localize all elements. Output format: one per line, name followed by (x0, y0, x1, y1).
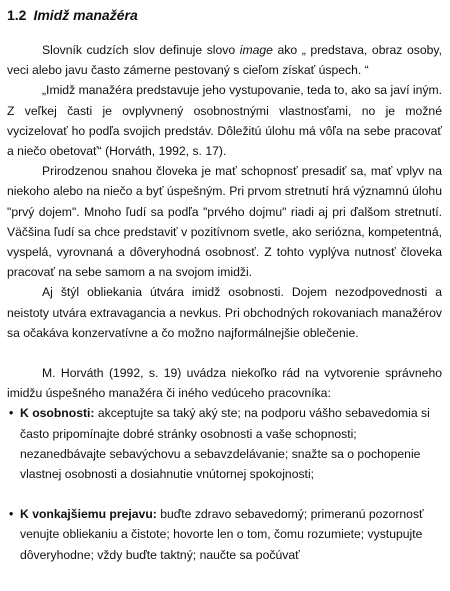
bullet-icon: • (9, 507, 14, 522)
italic-term: image (239, 43, 273, 57)
list-item-text: akceptujte sa taký aký ste; na podporu vášho sebavedomia si často pripomínajte dobré stránky osobnosti a vaše schopnosti; nezanedbávajte sebavýchovu a sebavzdelávanie; snažte sa o pochopenie vlastnej osobnosti a dosiahnutie vnútornej spokojnosti; (20, 406, 430, 482)
paragraph-definition (7, 40, 442, 80)
list-item-term: K osobnosti: (20, 406, 95, 421)
bullet-icon: • (9, 406, 14, 421)
paragraph-text: ako „ predstava, obraz osoby, veci alebo javu často zámerne pestovaný s cieľom získať úspech. “ (7, 43, 442, 78)
list-item (7, 403, 442, 484)
list-item-term: K vonkajšiemu prejavu: (20, 507, 157, 522)
paragraph-quote: „Imidž manažéra predstavuje jeho vystupovanie, teda to, ako sa javí iným. Z veľkej časti je ovplyvnený osobnostnými vlastnosťami, no je možné vycizelovať ho podľa svojich predstáv. Dôležitú úlohu má vôľa na sebe pracovať a niečo obetovať“ (Horváth, 1992, s. 17). (7, 83, 442, 159)
paragraph-advice-intro: M. Horváth (1992, s. 19) uvádza niekoľko rád na vytvorenie správneho imidžu úspešného manažéra či iného vedúceho pracovníka: (7, 366, 442, 401)
paragraph-text: Slovník cudzích slov definuje slovo (42, 43, 240, 57)
list-item-text: buďte zdravo sebavedomý; primeranú pozornosť venujte obliekaniu a čistote; hovorte len o tom, čomu rozumiete; vystupujte dôveryhodne; vždy buďte taktný; naučte sa počúvať (20, 507, 424, 562)
advice-list (7, 403, 442, 564)
section-number: 1.2 (7, 7, 27, 23)
paragraph-first-impression: Prirodzenou snahou človeka je mať schopnosť presadiť sa, mať vplyv na niekoho alebo na niečo a byť úspešným. Pri prvom stretnutí hrá významnú úlohu "prvý dojem". Mnoho ľudí sa podľa "prvého dojmu" riadi aj pri ďalšom stretnutí. Väčšina ľudí sa chce predstaviť v pozitívnom svetle, ako seriózna, kompetentná, vyspelá, vyrovnaná a dôveryhodná osobnosť. Z tohto vyplýva nutnosť človeka pracovať na sebe samom a na svojom imidži. (7, 164, 442, 280)
section-title: Imidž manažéra (33, 7, 138, 23)
list-item (7, 504, 442, 565)
section-heading (7, 6, 442, 24)
paragraph-dress-style: Aj štýl obliekania útvára imidž osobnosti. Dojem nezodpovednosti a neistoty utvára extravagancia a nevkus. Pri obchodných rokovaniach manažérov sa očakáva konzervatívne a čo možno najformálnejšie oblečenie. (7, 285, 442, 340)
